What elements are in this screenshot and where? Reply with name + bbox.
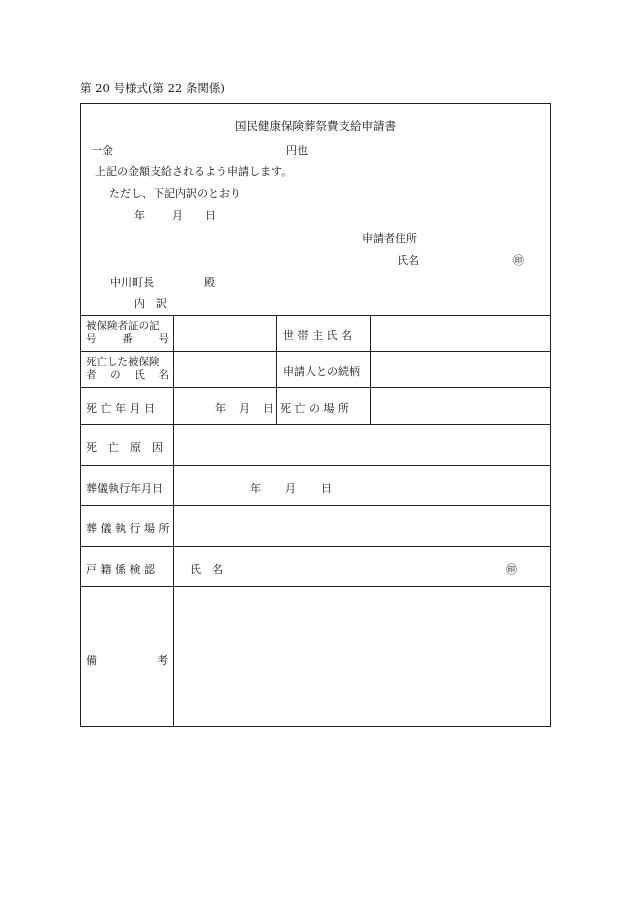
form-number-label: 第 20 号様式(第 22 条関係)	[80, 81, 225, 95]
deceased-name-label	[86, 356, 169, 382]
deceased-line1: 死亡した被保険	[86, 356, 160, 368]
registry-name-label: 氏 名	[190, 563, 223, 576]
insured-card-line1: 被保険者証の記	[86, 320, 160, 332]
funeral-date-day: 日	[321, 482, 332, 495]
relation-field[interactable]	[371, 352, 549, 386]
applicant-name-label: 氏名	[397, 254, 419, 267]
deceased-name-field[interactable]	[174, 352, 275, 386]
insured-card-line2: 号 番 号	[86, 333, 169, 345]
mid-column-rule	[276, 315, 277, 424]
funeral-date-year: 年	[250, 482, 261, 495]
death-place-label: 死 亡 の 場 所	[280, 402, 349, 415]
breakdown-note: ただし、下記内訳のとおり	[109, 187, 241, 200]
remarks-label-left: 備	[86, 654, 97, 667]
applicant-name-field[interactable]	[426, 250, 506, 266]
form-title: 国民健康保険葬祭費支給申請書	[235, 119, 396, 133]
row-rule	[81, 546, 550, 547]
amount-field[interactable]	[121, 140, 281, 156]
row-rule	[81, 465, 550, 466]
death-date-month: 月	[239, 402, 250, 415]
remarks-label-right: 考	[157, 654, 168, 667]
registry-check-label: 戸 籍 係 検 認	[86, 563, 155, 576]
remarks-field[interactable]	[174, 587, 549, 726]
insured-card-number-label	[86, 320, 169, 346]
addressee: 中川町長	[110, 276, 154, 289]
insured-card-number-field[interactable]	[174, 316, 275, 350]
amount-prefix: 一金	[91, 144, 113, 157]
date-year-label: 年	[134, 209, 145, 222]
funeral-date-label: 葬儀執行年月日	[86, 482, 163, 495]
deceased-line2: 者 の 氏 名	[86, 369, 169, 381]
registry-name-field[interactable]	[231, 556, 501, 576]
relation-label: 申請人との続柄	[283, 365, 360, 378]
death-cause-field[interactable]	[174, 425, 549, 464]
breakdown-label: 内 訳	[134, 297, 167, 310]
household-head-name-field[interactable]	[371, 316, 549, 350]
household-head-name-label: 世 帯 主 氏 名	[283, 329, 352, 342]
honorific: 殿	[204, 276, 215, 289]
applicant-address-label: 申請者住所	[362, 232, 417, 245]
funeral-date-month: 月	[285, 482, 296, 495]
date-month-label: 月	[172, 209, 183, 222]
death-date-day: 日	[263, 402, 274, 415]
amount-suffix: 円也	[286, 144, 308, 157]
death-cause-label: 死 亡 原 因	[86, 441, 163, 454]
death-place-field[interactable]	[371, 388, 549, 423]
funeral-place-label: 葬 儀 執 行 場 所	[86, 522, 170, 535]
application-statement: 上記の金額支給されるよう申請します。	[95, 165, 293, 178]
date-day-label: 日	[205, 209, 216, 222]
applicant-address-field[interactable]	[421, 228, 541, 244]
funeral-place-field[interactable]	[174, 506, 549, 545]
registry-seal-mark: ㊞	[506, 563, 517, 576]
applicant-seal-mark: ㊞	[513, 254, 524, 267]
death-date-year: 年	[215, 402, 226, 415]
death-date-label: 死 亡 年 月 日	[86, 402, 155, 415]
application-form	[80, 103, 551, 727]
